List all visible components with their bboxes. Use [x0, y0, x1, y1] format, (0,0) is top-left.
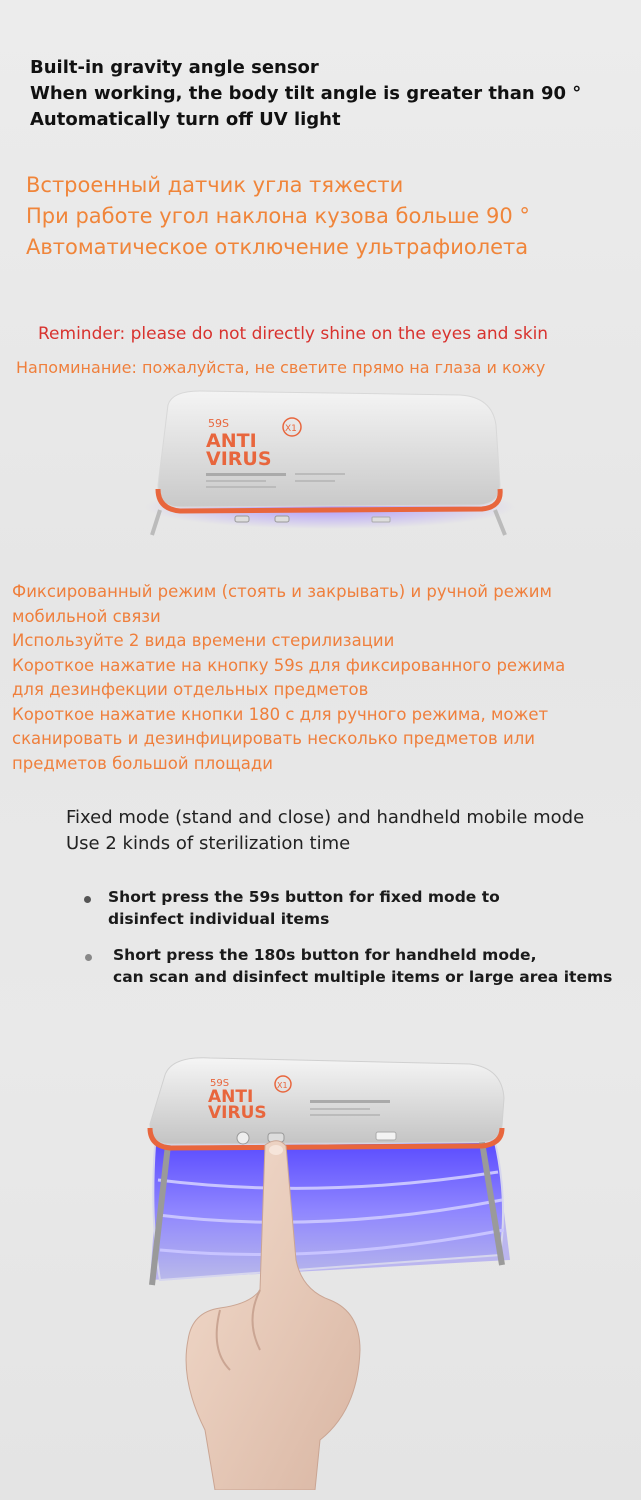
- bullet-2-line1: Short press the 180s button for handheld mode,: [113, 946, 537, 964]
- header-ru-line1: Встроенный датчик угла тяжести: [26, 173, 404, 197]
- reminder-ru: Напоминание: пожалуйста, не светите прямо на глаза и кожу: [16, 358, 546, 377]
- logo-anti-2: ANTI: [208, 1087, 254, 1107]
- header-en-line1: Built-in gravity angle sensor: [30, 57, 319, 78]
- bullet-list: [84, 886, 639, 1002]
- power-icon: [237, 1132, 249, 1144]
- logo-anti: ANTI: [206, 430, 257, 452]
- header-ru-line2: При работе угол наклона кузова больше 90 °: [26, 204, 530, 228]
- list-item: [84, 944, 639, 988]
- bullet-dot-icon: [85, 954, 92, 961]
- header-ru: [26, 170, 530, 263]
- bullet-2-line2: can scan and disinfect multiple items or large area items: [113, 968, 613, 986]
- body-ru-line2: мобильной связи: [12, 606, 161, 626]
- body-ru-line4: Короткое нажатие на кнопку 59s для фиксированного режима: [12, 655, 566, 675]
- body-ru-line1: Фиксированный режим (стоять и закрывать) и ручной режим: [12, 582, 552, 601]
- body-en-line1: Fixed mode (stand and close) and handheld mobile mode: [66, 807, 585, 828]
- charge-port: [372, 517, 390, 522]
- logo-virus: VIRUS: [206, 448, 272, 470]
- body-ru-line8: предметов большой площади: [12, 753, 274, 773]
- body-en-line2: Use 2 kinds of sterilization time: [66, 833, 351, 854]
- body-ru-line7: сканировать и дезинфицировать несколько предметов или: [12, 729, 535, 748]
- body-ru-line5: для дезинфекции отдельных предметов: [12, 680, 369, 699]
- logo-badge: X1: [285, 424, 297, 434]
- reminder-en: Reminder: please do not directly shine on the eyes and skin: [38, 324, 549, 344]
- bullet-dot-icon: [84, 896, 91, 903]
- list-item: [84, 886, 639, 930]
- body-ru: [12, 580, 637, 776]
- product-closed-image: [140, 385, 520, 545]
- body-en: [66, 805, 584, 857]
- logo-badge-2: X1: [277, 1081, 288, 1090]
- header-en-line2: When working, the body tilt angle is greater than 90 °: [30, 83, 582, 104]
- bullet-1-line2: disinfect individual items: [108, 910, 330, 928]
- body-ru-line3: Используйте 2 вида времени стерилизации: [12, 631, 395, 650]
- product-open-image: [110, 1050, 530, 1490]
- header-en: [30, 55, 581, 133]
- bullet-1-line1: Short press the 59s button for fixed mode to: [108, 888, 500, 906]
- logo-virus-2: VIRUS: [208, 1103, 267, 1123]
- logo-59s-2: 59S: [210, 1078, 230, 1089]
- power-button: [235, 516, 249, 522]
- logo-59s: 59S: [208, 417, 229, 430]
- mode-button: [275, 516, 289, 522]
- header-en-line3: Automatically turn off UV light: [30, 109, 341, 130]
- charge-port-2: [376, 1132, 396, 1140]
- body-ru-line6: Короткое нажатие кнопки 180 с для ручного режима, может: [12, 704, 549, 724]
- header-ru-line3: Автоматическое отключение ультрафиолета: [26, 235, 529, 259]
